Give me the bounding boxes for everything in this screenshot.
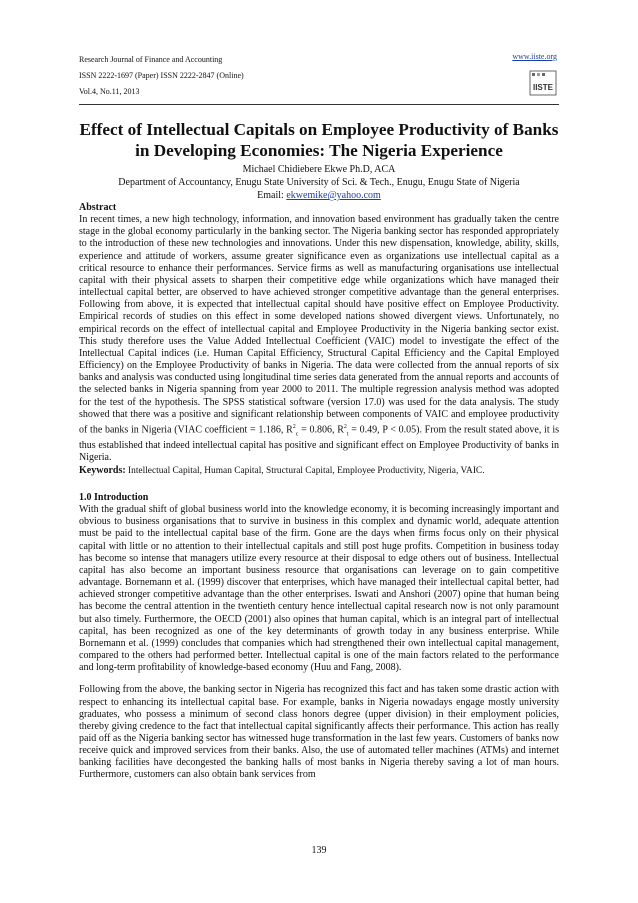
keywords (79, 465, 559, 477)
author-affiliation: Department of Accountancy, Enugu State University of Sci. & Tech., Enugu, Enugu State of Nigeria (118, 177, 520, 188)
introduction-section (79, 492, 559, 782)
keywords-label: Keywords: (79, 464, 126, 476)
introduction-paragraph-1: With the gradual shift of global business world into the knowledge economy, it is becoming increasingly important and obvious to business organisations that to survive in business in this complex and dynamic world, adequate attention must be paid to the intellectual capital base of the firm. Gone are the days when firms focus only on their physical capital with little or no attention to their intellectual capitals and still post huge profits. Competition in business today has become so intense that managers utilize every resource at their disposal to edge others out of business. Intellectual capital has also become an important business resource that organisations can leverage on to gain competitive advantage. Bornemann et al. (1999) discover that enterprises, which have managed their intellectual capital better, had achieved stronger competitive advantage than the other enterprises. Iswati and Anshori (2007) opine that human being has become the central attention in the twentieth century hence intellectual capital research now is not only paramount but also timely. Furthermore, the OECD (2001) also opines that human capital, which is an integral part of intellectual capital, has been recognized as one of the key determinants of growth today in any business enterprise. While Bornemann et al. (1999) concludes that companies which had strengthened their own intellectual capital management, compared to the others had performed better. Intellectual capital is one of the main factors related to the performance and long-term profitability of knowledge-based economy (Huu and Fang, 2008). (79, 504, 559, 674)
page-number: 139 (311, 845, 327, 856)
header-rule (79, 104, 559, 105)
journal-volume: Vol.4, No.11, 2013 (79, 87, 140, 96)
journal-header (79, 52, 244, 100)
journal-issn: ISSN 2222-1697 (Paper) ISSN 2222-2847 (Online) (79, 71, 244, 80)
abstract-section (79, 202, 559, 477)
email-link[interactable]: ekwemike@yahoo.com (286, 190, 381, 201)
introduction-heading: 1.0 Introduction (79, 492, 149, 503)
author-email (79, 189, 559, 202)
journal-name: Research Journal of Finance and Accounting (79, 55, 223, 64)
abstract-heading: Abstract (79, 202, 117, 213)
author-name: Michael Chidiebere Ekwe Ph.D, ACA (242, 164, 396, 175)
introduction-paragraph-2: Following from the above, the banking sector in Nigeria has recognized this fact and has taken some drastic action with respect to enhancing its intellectual capital base. For example, banks in Nigeria nowadays engage mostly university graduates, who possess a minimum of second class honors degree (upper division) in their employment policies, thereby giving credence to the fact that intellectual capital significantly affects their performance. This action has really paid off as the Nigeria banking sector has witnessed huge transformation in the last few years. Customers of banks now receive quick and improved services from their banks. Also, the use of automated teller machines (ATMs) and internet banking facilities have decongested the banking halls of most banks in Nigeria thereby saving a lot of man hours. Furthermore, customers can also obtain bank services from (79, 684, 559, 781)
abstract-text: In recent times, a new high technology, information, and innovation based environment has gradually taken the centre stage in the global economy particularly in the banking sector. The Nigeria banking sector has responded appropriately to the introduction of these new technologies and innovations. Under this new dispensation, knowledge, ability, skills, experience and attitude of workers, assume greater significance even as organizations use intellectual capital as a critical resource to enhance their performances. Service firms as well as manufacturing organisations use intellectual capital with their physical assets to sharpen their competitive edge while organizations which have managed their intellectual capital better, are observed to have achieved stronger competitive advantage than the general enterprises. Following from above, it is expected that intellectual capital should have positive effect on Employee Productivity. Empirical records of studies on this effect in some developed nations showed divergent views. Unfortunately, no empirical records on the effect of intellectual capital and Employee Productivity in the Nigeria banking sector exist. This study therefore uses the Value Added Intellectual Coefficient (VAIC) model to investigate the effect of the Intellectual Capital indices (i.e. Human Capital Efficiency, Structural Capital Efficiency and the Capital Employed Efficiency) on the Employee Productivity of banks in Nigeria. The data were collected from the annual reports of six banks and analysis was conducted using longitudinal time series data generated from the annual reports and accounts of the selected banks in Nigeria spanning from year 2000 to 2011. The multiple regression analysis method was adopted for the test of the hypothesis. The SPSS statistical software (version 17.0) was used for the data analysis. The study showed that there was a positive and significant relationship between components of VAIC and employee productivity of the banks in Nigeria (VIAC coefficient = 1.186, $R^2_c = 0.806$, $R^2_t = 0.49$, P < 0.05). From the result stated above, it is thus established that indeed intellectual capital has positive and significant effect on Employee Productivity of banks in Nigeria. (79, 214, 559, 464)
logo-text: IISTE (532, 83, 554, 92)
keywords-text: Intellectual Capital, Human Capital, Structural Capital, Employee Productivity, Nigeria, VAIC. (125, 465, 485, 476)
journal-website-link[interactable]: www.iiste.org (512, 52, 557, 61)
iiste-logo-icon (528, 70, 558, 96)
email-label: Email: (257, 190, 287, 201)
paper-title: Effect of Intellectual Capitals on Employee Productivity of Banks in Developing Economies: The Nigeria Experience (79, 120, 559, 160)
